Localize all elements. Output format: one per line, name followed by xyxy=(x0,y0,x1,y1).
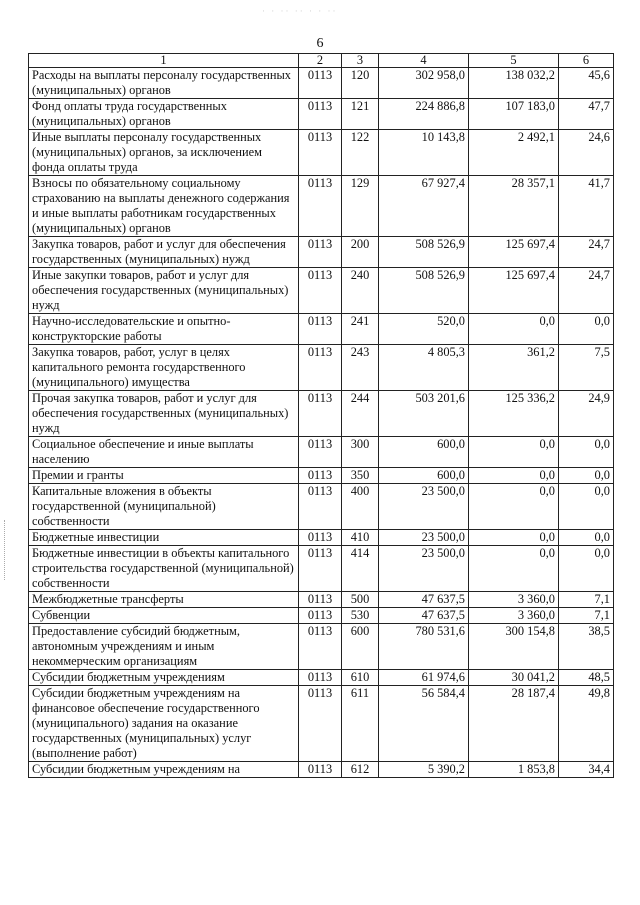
section-code-cell: 0113 xyxy=(299,624,342,670)
expense-type-code-cell: 414 xyxy=(342,546,379,592)
execution-percent-cell: 0,0 xyxy=(559,468,614,484)
execution-percent-cell: 7,1 xyxy=(559,592,614,608)
execution-percent-cell: 24,7 xyxy=(559,237,614,268)
table-row xyxy=(29,670,614,686)
expense-name-cell: Субсидии бюджетным учреждениям на xyxy=(29,762,299,778)
planned-amount-cell: 47 637,5 xyxy=(379,608,469,624)
actual-amount-cell: 30 041,2 xyxy=(469,670,559,686)
expense-name-cell: Закупка товаров, работ и услуг для обеспечения государственных (муниципальных) нужд xyxy=(29,237,299,268)
expense-name-cell: Премии и гранты xyxy=(29,468,299,484)
actual-amount-cell: 2 492,1 xyxy=(469,130,559,176)
section-code-cell: 0113 xyxy=(299,484,342,530)
execution-percent-cell: 7,5 xyxy=(559,345,614,391)
planned-amount-cell: 503 201,6 xyxy=(379,391,469,437)
actual-amount-cell: 0,0 xyxy=(469,546,559,592)
expense-type-code-cell: 612 xyxy=(342,762,379,778)
expense-type-code-cell: 300 xyxy=(342,437,379,468)
budget-table xyxy=(28,53,614,778)
actual-amount-cell: 125 697,4 xyxy=(469,268,559,314)
section-code-cell: 0113 xyxy=(299,468,342,484)
execution-percent-cell: 0,0 xyxy=(559,530,614,546)
table-row xyxy=(29,314,614,345)
execution-percent-cell: 7,1 xyxy=(559,608,614,624)
actual-amount-cell: 1 853,8 xyxy=(469,762,559,778)
table-row xyxy=(29,608,614,624)
execution-percent-cell: 34,4 xyxy=(559,762,614,778)
actual-amount-cell: 28 187,4 xyxy=(469,686,559,762)
expense-type-code-cell: 121 xyxy=(342,99,379,130)
execution-percent-cell: 41,7 xyxy=(559,176,614,237)
column-header: 3 xyxy=(342,54,379,68)
expense-name-cell: Взносы по обязательному социальному страхованию на выплаты денежного содержания и иные выплаты работникам государственных (муниципальных) органов xyxy=(29,176,299,237)
planned-amount-cell: 600,0 xyxy=(379,437,469,468)
expense-type-code-cell: 244 xyxy=(342,391,379,437)
table-row xyxy=(29,176,614,237)
expense-type-code-cell: 400 xyxy=(342,484,379,530)
table-row xyxy=(29,130,614,176)
planned-amount-cell: 5 390,2 xyxy=(379,762,469,778)
planned-amount-cell: 56 584,4 xyxy=(379,686,469,762)
expense-type-code-cell: 122 xyxy=(342,130,379,176)
section-code-cell: 0113 xyxy=(299,237,342,268)
planned-amount-cell: 67 927,4 xyxy=(379,176,469,237)
section-code-cell: 0113 xyxy=(299,608,342,624)
section-code-cell: 0113 xyxy=(299,130,342,176)
section-code-cell: 0113 xyxy=(299,314,342,345)
scan-artifact: · · ·· ·· · · ·· xyxy=(262,6,338,16)
expense-name-cell: Бюджетные инвестиции в объекты капитального строительства государственной (муниципальной) собственности xyxy=(29,546,299,592)
execution-percent-cell: 24,9 xyxy=(559,391,614,437)
table-row xyxy=(29,530,614,546)
table-row xyxy=(29,762,614,778)
expense-name-cell: Научно-исследовательские и опытно-конструкторские работы xyxy=(29,314,299,345)
actual-amount-cell: 138 032,2 xyxy=(469,68,559,99)
expense-name-cell: Субсидии бюджетным учреждениям xyxy=(29,670,299,686)
execution-percent-cell: 24,7 xyxy=(559,268,614,314)
planned-amount-cell: 23 500,0 xyxy=(379,546,469,592)
column-header: 5 xyxy=(469,54,559,68)
expense-name-cell: Расходы на выплаты персоналу государственных (муниципальных) органов xyxy=(29,68,299,99)
actual-amount-cell: 0,0 xyxy=(469,437,559,468)
table-row xyxy=(29,468,614,484)
planned-amount-cell: 10 143,8 xyxy=(379,130,469,176)
planned-amount-cell: 508 526,9 xyxy=(379,237,469,268)
execution-percent-cell: 0,0 xyxy=(559,484,614,530)
execution-percent-cell: 48,5 xyxy=(559,670,614,686)
execution-percent-cell: 0,0 xyxy=(559,314,614,345)
planned-amount-cell: 4 805,3 xyxy=(379,345,469,391)
actual-amount-cell: 3 360,0 xyxy=(469,608,559,624)
table-row xyxy=(29,686,614,762)
planned-amount-cell: 23 500,0 xyxy=(379,530,469,546)
expense-type-code-cell: 243 xyxy=(342,345,379,391)
expense-type-code-cell: 120 xyxy=(342,68,379,99)
expense-type-code-cell: 240 xyxy=(342,268,379,314)
scan-edge-artifact xyxy=(4,520,7,580)
section-code-cell: 0113 xyxy=(299,345,342,391)
expense-name-cell: Прочая закупка товаров, работ и услуг для обеспечения государственных (муниципальных) нужд xyxy=(29,391,299,437)
section-code-cell: 0113 xyxy=(299,592,342,608)
expense-type-code-cell: 410 xyxy=(342,530,379,546)
column-header: 6 xyxy=(559,54,614,68)
expense-name-cell: Иные закупки товаров, работ и услуг для обеспечения государственных (муниципальных) нужд xyxy=(29,268,299,314)
actual-amount-cell: 361,2 xyxy=(469,345,559,391)
expense-name-cell: Закупка товаров, работ, услуг в целях капитального ремонта государственного (муниципального) имущества xyxy=(29,345,299,391)
expense-type-code-cell: 611 xyxy=(342,686,379,762)
actual-amount-cell: 3 360,0 xyxy=(469,592,559,608)
actual-amount-cell: 125 697,4 xyxy=(469,237,559,268)
section-code-cell: 0113 xyxy=(299,68,342,99)
planned-amount-cell: 780 531,6 xyxy=(379,624,469,670)
actual-amount-cell: 0,0 xyxy=(469,468,559,484)
column-header: 2 xyxy=(299,54,342,68)
table-row xyxy=(29,99,614,130)
expense-name-cell: Межбюджетные трансферты xyxy=(29,592,299,608)
actual-amount-cell: 300 154,8 xyxy=(469,624,559,670)
table-row xyxy=(29,237,614,268)
execution-percent-cell: 45,6 xyxy=(559,68,614,99)
table-row xyxy=(29,484,614,530)
section-code-cell: 0113 xyxy=(299,268,342,314)
expense-type-code-cell: 241 xyxy=(342,314,379,345)
expense-name-cell: Субвенции xyxy=(29,608,299,624)
actual-amount-cell: 0,0 xyxy=(469,314,559,345)
table-row xyxy=(29,592,614,608)
execution-percent-cell: 38,5 xyxy=(559,624,614,670)
expense-type-code-cell: 610 xyxy=(342,670,379,686)
table-row xyxy=(29,68,614,99)
actual-amount-cell: 125 336,2 xyxy=(469,391,559,437)
execution-percent-cell: 0,0 xyxy=(559,546,614,592)
actual-amount-cell: 0,0 xyxy=(469,484,559,530)
expense-name-cell: Капитальные вложения в объекты государственной (муниципальной) собственности xyxy=(29,484,299,530)
actual-amount-cell: 107 183,0 xyxy=(469,99,559,130)
table-row xyxy=(29,345,614,391)
table-row xyxy=(29,391,614,437)
table-body xyxy=(29,68,614,778)
expense-name-cell: Предоставление субсидий бюджетным, автономным учреждениям и иным некоммерческим организациям xyxy=(29,624,299,670)
section-code-cell: 0113 xyxy=(299,391,342,437)
planned-amount-cell: 508 526,9 xyxy=(379,268,469,314)
expense-name-cell: Субсидии бюджетным учреждениям на финансовое обеспечение государственного (муниципального) задания на оказание государственных (муниципальных) услуг (выполнение работ) xyxy=(29,686,299,762)
expense-type-code-cell: 200 xyxy=(342,237,379,268)
expense-name-cell: Фонд оплаты труда государственных (муниципальных) органов xyxy=(29,99,299,130)
section-code-cell: 0113 xyxy=(299,176,342,237)
actual-amount-cell: 0,0 xyxy=(469,530,559,546)
planned-amount-cell: 23 500,0 xyxy=(379,484,469,530)
section-code-cell: 0113 xyxy=(299,530,342,546)
expense-name-cell: Бюджетные инвестиции xyxy=(29,530,299,546)
column-header: 4 xyxy=(379,54,469,68)
planned-amount-cell: 61 974,6 xyxy=(379,670,469,686)
section-code-cell: 0113 xyxy=(299,670,342,686)
section-code-cell: 0113 xyxy=(299,99,342,130)
section-code-cell: 0113 xyxy=(299,546,342,592)
table-row xyxy=(29,268,614,314)
execution-percent-cell: 47,7 xyxy=(559,99,614,130)
column-header: 1 xyxy=(29,54,299,68)
expense-name-cell: Социальное обеспечение и иные выплаты населению xyxy=(29,437,299,468)
expense-type-code-cell: 500 xyxy=(342,592,379,608)
planned-amount-cell: 600,0 xyxy=(379,468,469,484)
expense-type-code-cell: 530 xyxy=(342,608,379,624)
actual-amount-cell: 28 357,1 xyxy=(469,176,559,237)
table-header-row xyxy=(29,54,614,68)
table-row xyxy=(29,546,614,592)
planned-amount-cell: 302 958,0 xyxy=(379,68,469,99)
expense-type-code-cell: 350 xyxy=(342,468,379,484)
expense-type-code-cell: 600 xyxy=(342,624,379,670)
expense-name-cell: Иные выплаты персоналу государственных (муниципальных) органов, за исключением фонда оплаты труда xyxy=(29,130,299,176)
section-code-cell: 0113 xyxy=(299,762,342,778)
section-code-cell: 0113 xyxy=(299,437,342,468)
section-code-cell: 0113 xyxy=(299,686,342,762)
planned-amount-cell: 47 637,5 xyxy=(379,592,469,608)
planned-amount-cell: 224 886,8 xyxy=(379,99,469,130)
planned-amount-cell: 520,0 xyxy=(379,314,469,345)
execution-percent-cell: 24,6 xyxy=(559,130,614,176)
table-row xyxy=(29,624,614,670)
table-row xyxy=(29,437,614,468)
execution-percent-cell: 0,0 xyxy=(559,437,614,468)
execution-percent-cell: 49,8 xyxy=(559,686,614,762)
expense-type-code-cell: 129 xyxy=(342,176,379,237)
page-number: 6 xyxy=(316,36,324,51)
